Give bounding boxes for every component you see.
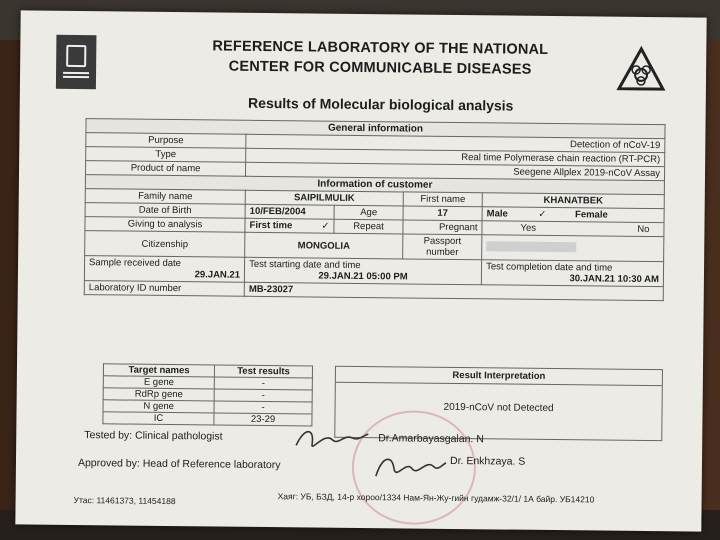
age-label: Age [334,205,403,220]
type-value: Real time Polymerase chain reaction (RT-PCR) [246,148,665,166]
product-value: Seegene Allplex 2019-nCoV Assay [246,162,665,180]
table-row [103,412,312,426]
tested-by-label: Tested by: Clinical pathologist [84,429,223,443]
results-table [102,363,313,426]
test-end-label: Test completion date and time [486,261,613,274]
general-info-table [84,118,666,301]
logo-line [63,72,89,74]
purpose-value: Detection of nCoV-19 [246,134,665,152]
tested-signature-icon [292,423,372,456]
org-line-2: CENTER FOR COMMUNICABLE DISEASES [228,58,532,78]
female-label: Female [574,209,608,221]
organization-name [190,36,570,80]
lab-report-sheet [15,10,706,531]
passport-redaction [486,241,576,252]
yes-label: Yes [520,222,537,234]
target-name: N gene [103,400,214,413]
purpose-label: Purpose [86,133,246,149]
first-time-check: ✓ [321,220,330,232]
approved-by-name: Dr. Enkhzaya. S [449,454,526,468]
test-start-label: Test starting date and time [249,258,361,271]
test-end-cell [481,260,663,287]
target-result: - [214,401,312,414]
lab-id-label: Laboratory ID number [84,281,244,297]
footer-phone: Утас: 11461373, 11454188 [73,495,176,507]
family-name-value: SAIPILMULIK [245,190,403,206]
test-start-value: 29.JAN.21 05:00 PM [318,270,408,283]
tested-by-name: Dr.Amarbayasgalan. N [378,432,484,446]
male-check: ✓ [538,208,547,220]
report-title: Results of Molecular biological analysis [248,94,514,114]
passport-value [482,235,664,262]
type-label: Type [86,147,246,163]
sample-received-cell [84,256,244,283]
target-result: - [214,377,312,390]
org-line-1: REFERENCE LABORATORY OF THE NATIONAL [212,38,549,58]
sample-received-value: 29.JAN.21 [194,269,241,281]
target-name: IC [103,412,214,425]
dob-label: Date of Birth [85,203,245,219]
col-test-results: Test results [215,365,313,378]
institution-logo-icon [56,35,97,89]
footer-address: Хаяг: УБ, БЗД, 14-р хороо/1334 Нам-Ян-Жу-гийн гудамж-32/1/ 1А байр. УБ14210 [277,491,595,505]
result-interpretation-label: Result Interpretation [336,367,662,386]
biohazard-triangle-icon [616,45,667,96]
logo-line [63,76,89,78]
citizenship-value: MONGOLIA [245,232,403,259]
dob-value: 10/FEB/2004 [245,204,334,219]
no-label: No [637,223,650,236]
repeat-label: Repeat [334,219,403,234]
age-value: 17 [403,206,482,221]
col-target-names: Target names [103,364,214,377]
first-name-label: First name [403,192,482,207]
target-name: E gene [103,376,214,389]
approved-signature-icon [372,450,448,487]
product-label: Product of name [85,161,245,177]
test-end-value: 30.JAN.21 10:30 AM [569,273,659,286]
lab-id-value: MB-23027 [244,282,663,300]
general-info-heading: General information [86,119,665,139]
pregnant-label: Pregnant [403,220,482,235]
test-start-cell [244,257,481,284]
result-interpretation-value: 2019-nCoV not Detected [443,401,554,415]
citizenship-label: Citizenship [85,231,245,258]
giving-to-analysis-label: Giving to analysis [85,217,245,233]
family-name-label: Family name [85,189,245,205]
first-time-cell [245,218,334,233]
logo-mark [66,45,86,67]
approved-by-label: Approved by: Head of Reference laboratory [77,457,281,472]
passport-label: Passport number [403,234,482,260]
first-time-label: First time [249,219,293,232]
target-result: - [214,389,312,402]
target-result: 23-29 [214,413,312,426]
target-name: RdRp gene [103,388,214,401]
male-label: Male [486,208,508,220]
sample-received-label: Sample received date [89,257,182,270]
customer-info-heading: Information of customer [85,175,664,195]
first-name-value: KHANATBEK [482,193,664,209]
